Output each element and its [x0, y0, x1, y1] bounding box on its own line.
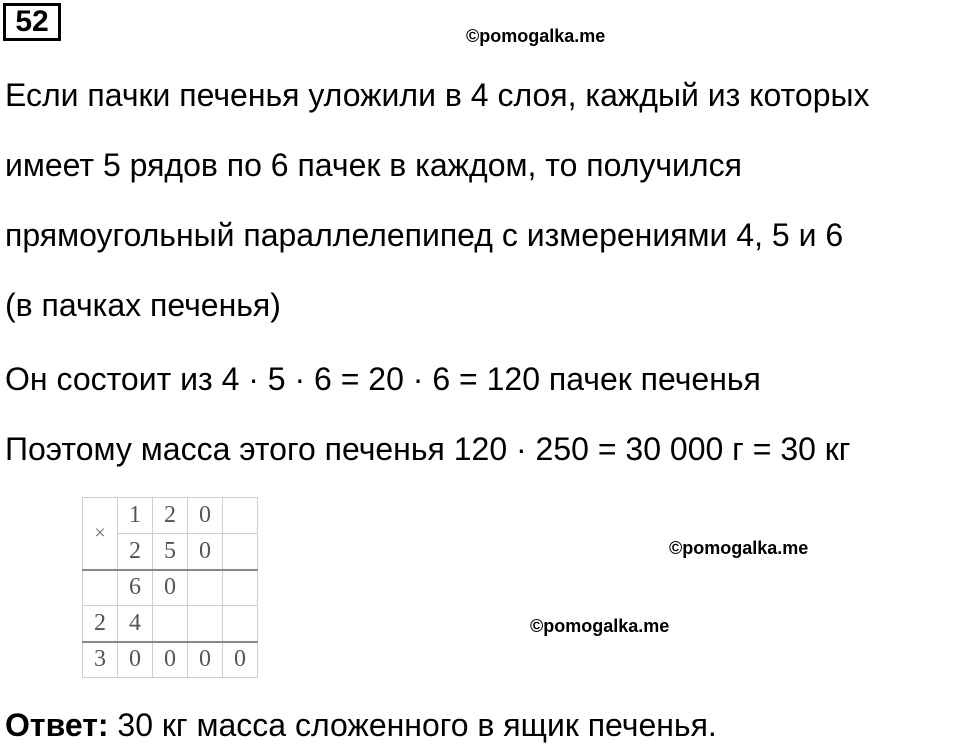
calc-cell	[223, 498, 258, 534]
calc-cell: 2	[83, 606, 118, 642]
calc-cell: 3	[83, 642, 118, 678]
answer-line	[5, 705, 717, 745]
calc-row-3	[83, 570, 258, 606]
calc-cell: 0	[188, 534, 223, 570]
calc-cell: 5	[153, 534, 188, 570]
calc-cell	[223, 606, 258, 642]
calc-cell	[153, 606, 188, 642]
calc-row-5	[83, 642, 258, 678]
calc-cell: 0	[153, 642, 188, 678]
calc-cell	[223, 534, 258, 570]
calc-cell: 1	[118, 498, 153, 534]
calc-cell	[83, 570, 118, 606]
calc-cell: 0	[118, 642, 153, 678]
answer-text: 30 кг масса сложенного в ящик печенья.	[108, 707, 717, 743]
calc-cell: 2	[118, 534, 153, 570]
calc-row-1	[83, 498, 258, 534]
calc-row-4	[83, 606, 258, 642]
problem-number: 52	[3, 3, 61, 41]
text-line-2: имеет 5 рядов по 6 пачек в каждом, то получился	[5, 147, 742, 183]
calc-cell	[188, 606, 223, 642]
text-line-3: прямоугольный параллелепипед с измерениями 4, 5 и 6	[5, 217, 844, 253]
multiplication-grid	[82, 497, 258, 678]
calc-cell: 0	[223, 642, 258, 678]
calc-cell: 6	[118, 570, 153, 606]
calc-cell: 0	[188, 498, 223, 534]
calc-cell	[188, 570, 223, 606]
watermark-lower: ©pomogalka.me	[530, 616, 670, 636]
calc-cell: 0	[188, 642, 223, 678]
calc-cell: 4	[118, 606, 153, 642]
answer-label: Ответ:	[5, 707, 109, 743]
watermark-top: ©pomogalka.me	[466, 26, 606, 46]
text-line-1: Если пачки печенья уложили в 4 слоя, каждый из которых	[5, 77, 870, 113]
calc-cell	[223, 570, 258, 606]
text-line-6: Поэтому масса этого печенья 120 · 250 = 30 000 г = 30 кг	[5, 431, 851, 467]
watermark-middle: ©pomogalka.me	[669, 538, 809, 558]
calc-cell: 0	[153, 570, 188, 606]
multiply-sign: ×	[83, 498, 118, 570]
text-line-4: (в пачках печенья)	[5, 287, 281, 323]
calc-cell: 2	[153, 498, 188, 534]
text-line-5: Он состоит из 4 · 5 · 6 = 20 · 6 = 120 пачек печенья	[5, 361, 761, 397]
